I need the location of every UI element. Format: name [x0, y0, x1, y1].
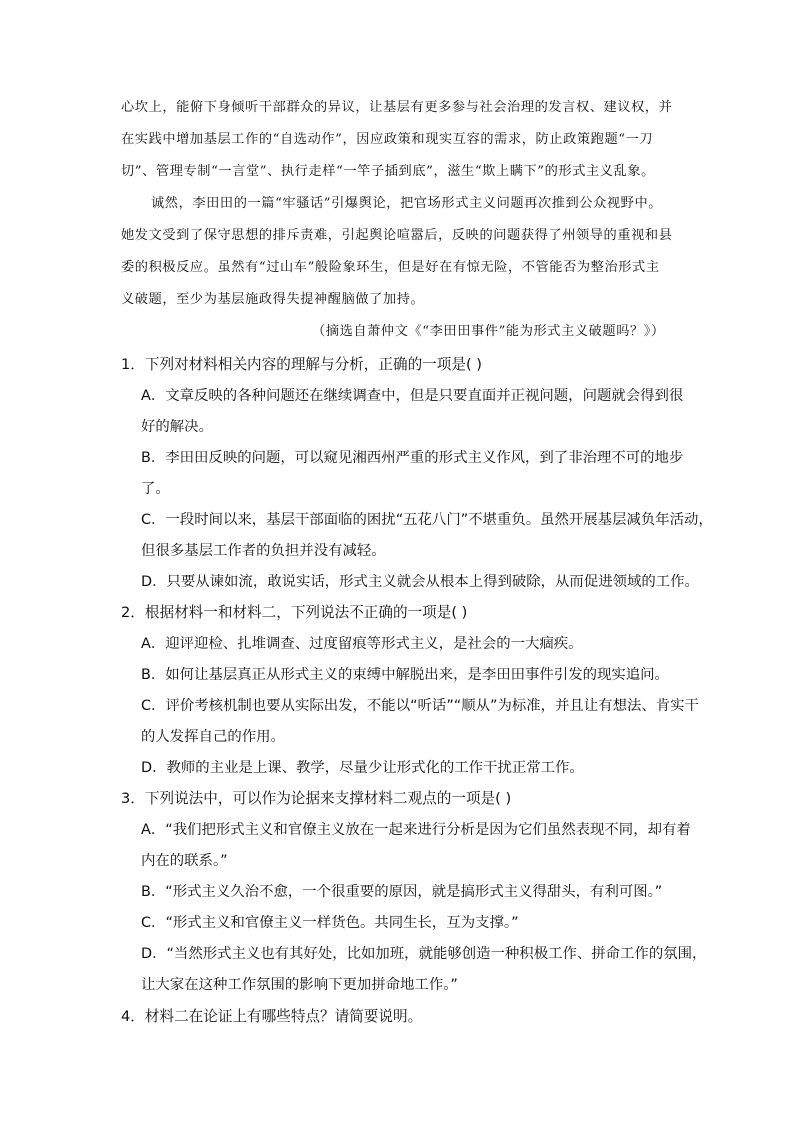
question-1-option-b-cont: 了。 [141, 481, 170, 497]
passage-line: 诚然，李田田的一篇“牢骚话”引爆舆论，把官场形式主义问题再次推到公众视野中。 [151, 196, 663, 211]
question-2-option-a: A．迎评迎检、扎堆调查、过度留痕等形式主义，是社会的一大痼疾。 [141, 636, 583, 652]
question-stem-1: 1．下列对材料相关内容的理解与分析，正确的一项是( ) [121, 356, 482, 373]
passage-line: 委的积极反应。虽然有“过山车”般险象环生，但是好在有惊无险，不管能否为整治形式主 [121, 260, 660, 275]
passage-line: 在实践中增加基层工作的“自选动作”，因应政策和现实互容的需求，防止政策跑题“一刀 [121, 132, 654, 147]
question-2-option-c: C．评价考核机制也要从实际出发，不能以“听话”“顺从”为标准，并且让有想法、肯实干 [141, 698, 699, 714]
question-stem-4: 4．材料二在论证上有哪些特点？请简要说明。 [121, 1008, 423, 1025]
question-1-option-c-cont: 但很多基层工作者的负担并没有减轻。 [141, 543, 386, 559]
question-1-option-a-cont: 好的解决。 [141, 419, 213, 435]
question-3-option-d-cont: 让大家在这种工作氛围的影响下更加拼命地工作。” [141, 977, 458, 993]
question-stem-3: 3．下列说法中，可以作为论据来支撑材料二观点的一项是( ) [121, 790, 512, 807]
passage-line: 义破题，至少为基层施政得失提神醒脑做了加持。 [121, 292, 425, 307]
passage-line: 心坎上，能俯下身倾听干部群众的异议，让基层有更多参与社会治理的发言权、建议权，并 [121, 100, 673, 115]
question-2-option-d: D．教师的主业是上课、教学，尽量少让形式化的工作干扰正常工作。 [141, 760, 584, 776]
passage-source: （摘选自萧仲文《“李田田事件”能为形式主义破题吗？》） [312, 324, 665, 339]
question-1-option-d: D．只要从谏如流，敢说实话，形式主义就会从根本上得到破除，从而促进领域的工作。 [141, 574, 699, 590]
question-1-option-c: C．一段时间以来，基层干部面临的困扰“五花八门”不堪重负。虽然开展基层减负年活动， [141, 512, 713, 528]
question-3-option-d: D．“当然形式主义也有其好处，比如加班，就能够创造一种积极工作、拼命工作的氛围， [141, 946, 707, 962]
question-3-option-b: B．“形式主义久治不愈，一个很重要的原因，就是搞形式主义得甜头，有利可图。” [141, 884, 663, 900]
question-3-option-a: A．“我们把形式主义和官僚主义放在一起来进行分析是因为它们虽然表现不同，却有着 [141, 822, 691, 838]
question-3-option-a-cont: 内在的联系。” [141, 853, 228, 869]
question-stem-2: 2．根据材料一和材料二，下列说法不正确的一项是( ) [121, 604, 468, 621]
passage-line: 切”、管理专制“一言堂”、执行走样“一竿子插到底”，滋生“欺上瞒下”的形式主义乱象。 [121, 164, 655, 179]
question-2-option-b: B．如何让基层真正从形式主义的束缚中解脱出来，是李田田事件引发的现实追问。 [141, 667, 669, 683]
question-1-option-b: B．李田田反映的问题，可以窥见湘西州严重的形式主义作风，到了非治理不可的地步 [141, 450, 684, 466]
passage-line: 她发文受到了保守思想的排斥责难，引起舆论喧嚣后，反映的问题获得了州领导的重视和县 [121, 228, 673, 243]
question-1-option-a: A．文章反映的各种问题还在继续调查中，但是只要直面并正视问题，问题就会得到很 [141, 388, 684, 404]
question-3-option-c: C．“形式主义和官僚主义一样货色。共同生长，互为支撑。” [141, 915, 519, 931]
question-2-option-c-cont: 的人发挥自己的作用。 [141, 729, 285, 745]
